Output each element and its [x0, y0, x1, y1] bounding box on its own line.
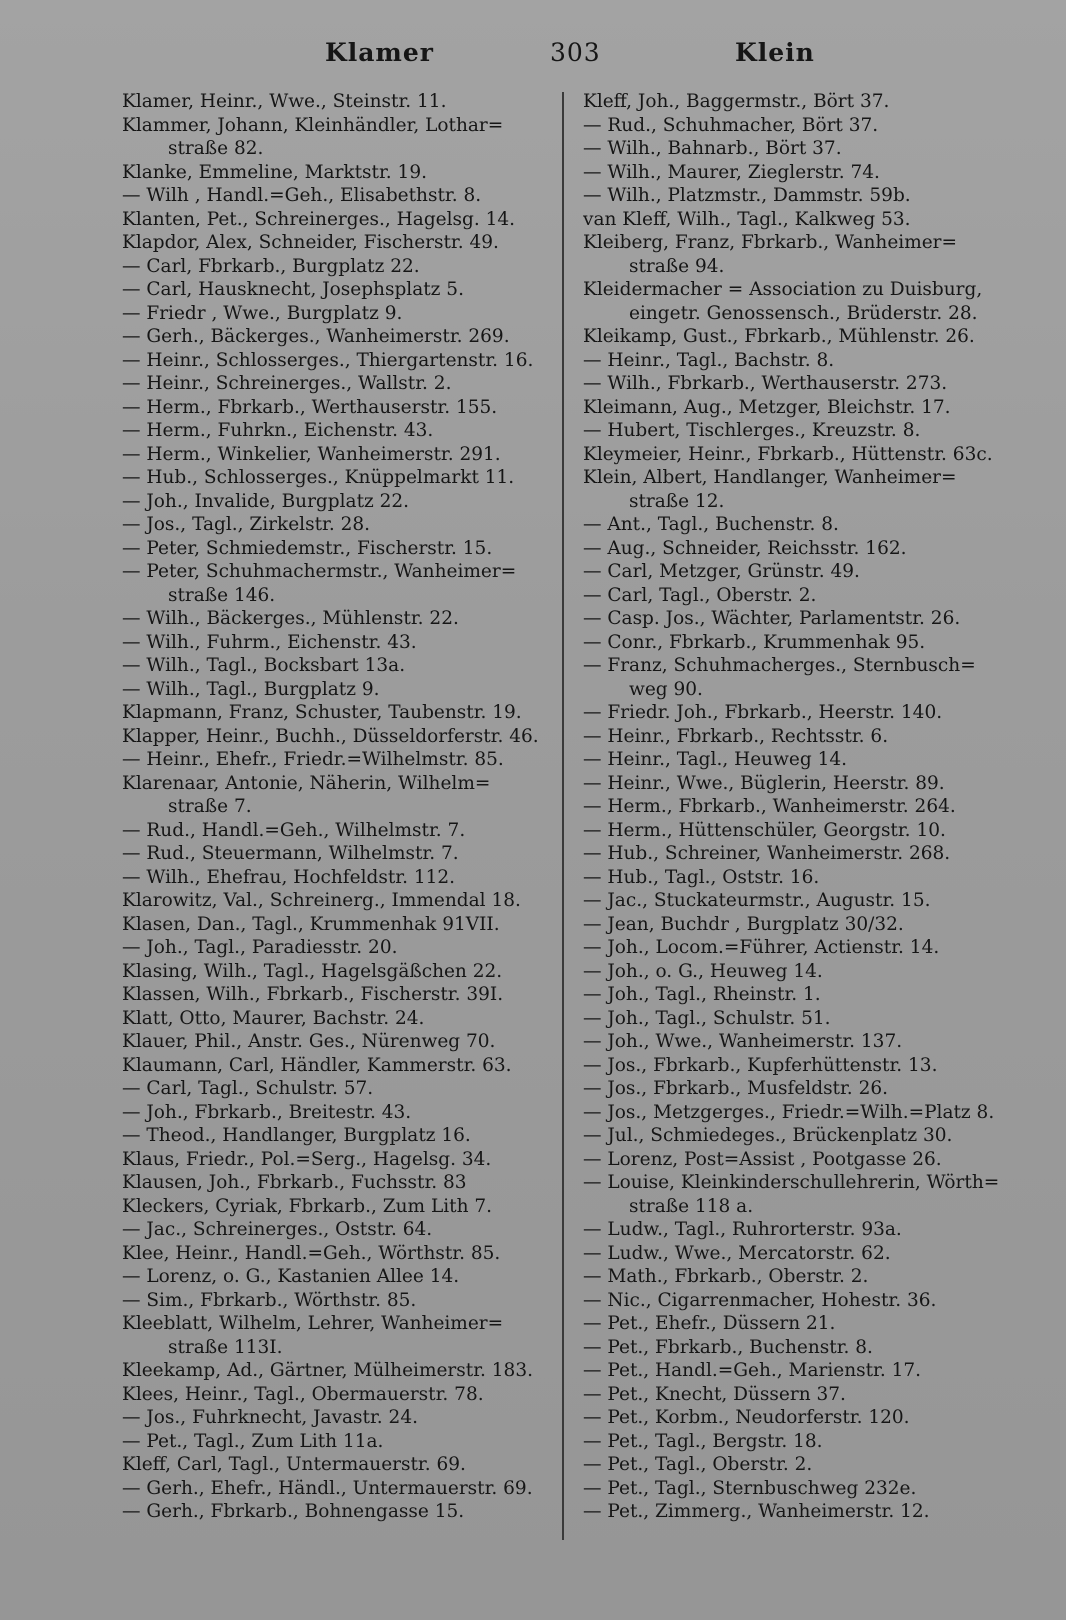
directory-entry: Klaus, Friedr., Pol.=Serg., Hagelsg. 34.	[122, 1148, 492, 1170]
directory-entry: Klein, Albert, Handlanger, Wanheimer=	[583, 467, 957, 488]
directory-entry: — Wilh , Handl.=Geh., Elisabethstr. 8.	[122, 185, 482, 206]
directory-entry: — Joh., Tagl., Rheinstr. 1.	[583, 984, 821, 1005]
directory-entry: — Heinr., Wwe., Büglerin, Heerstr. 89.	[583, 772, 945, 794]
directory-entry: — Pet., Korbm., Neudorferstr. 120.	[583, 1407, 910, 1428]
directory-entry: — Pet., Knecht, Düssern 37.	[583, 1383, 846, 1405]
directory-entry: — Carl, Tagl., Schulstr. 57.	[122, 1078, 374, 1099]
entry-continuation: straße 12.	[629, 490, 725, 512]
directory-entry: — Peter, Schuhmachermstr., Wanheimer=	[122, 561, 517, 582]
entry-continuation: weg 90.	[629, 678, 703, 700]
entry-continuation: straße 113I.	[168, 1336, 283, 1358]
directory-entry: — Pet., Fbrkarb., Buchenstr. 8.	[583, 1336, 873, 1358]
directory-entry: Klarenaar, Antonie, Näherin, Wilhelm=	[122, 772, 491, 794]
directory-entry: — Friedr , Wwe., Burgplatz 9.	[122, 302, 403, 324]
directory-entry: — Franz, Schuhmacherges., Sternbusch=	[583, 655, 976, 676]
directory-entry: Klasing, Wilh., Tagl., Hagelsgäßchen 22.	[122, 960, 503, 982]
directory-entry: — Hub., Tagl., Oststr. 16.	[583, 866, 820, 888]
directory-entry: Klanten, Pet., Schreinerges., Hagelsg. 14.	[122, 208, 516, 230]
directory-entry: Klee, Heinr., Handl.=Geh., Wörthstr. 85.	[122, 1242, 501, 1264]
directory-entry: — Sim., Fbrkarb., Wörthstr. 85.	[122, 1289, 417, 1311]
directory-entry: — Herm., Winkelier, Wanheimerstr. 291.	[122, 443, 501, 465]
header-left-keyword: Klamer	[325, 38, 434, 67]
directory-entry: — Wilh., Fbrkarb., Werthauserstr. 273.	[583, 373, 948, 394]
directory-entry: Klatt, Otto, Maurer, Bachstr. 24.	[122, 1007, 425, 1029]
directory-entry: — Wilh., Fuhrm., Eichenstr. 43.	[122, 631, 417, 653]
directory-entry: — Lorenz, o. G., Kastanien Allee 14.	[122, 1266, 460, 1287]
directory-entry: — Ant., Tagl., Buchenstr. 8.	[583, 514, 839, 535]
directory-entry: Kleekamp, Ad., Gärtner, Mülheimerstr. 183.	[122, 1360, 533, 1381]
directory-entry: — Lorenz, Post=Assist , Pootgasse 26.	[583, 1148, 942, 1170]
directory-entry: — Rud., Schuhmacher, Bört 37.	[583, 114, 879, 136]
directory-entry: — Heinr., Schlosserges., Thiergartenstr. 16.	[122, 349, 534, 371]
directory-entry: — Jean, Buchdr , Burgplatz 30/32.	[583, 913, 904, 935]
directory-entry: — Heinr., Fbrkarb., Rechtsstr. 6.	[583, 725, 889, 747]
directory-entry: — Ludw., Wwe., Mercatorstr. 62.	[583, 1242, 891, 1264]
entry-continuation: straße 7.	[168, 796, 252, 817]
directory-entry: Klauer, Phil., Anstr. Ges., Nürenweg 70.	[122, 1031, 496, 1052]
directory-entry: — Carl, Fbrkarb., Burgplatz 22.	[122, 255, 420, 277]
directory-entry: — Joh., Locom.=Führer, Actienstr. 14.	[583, 937, 940, 958]
directory-entry: — Wilh., Ehefrau, Hochfeldstr. 112.	[122, 866, 456, 888]
directory-entry: van Kleff, Wilh., Tagl., Kalkweg 53.	[583, 208, 911, 230]
directory-entry: Klausen, Joh., Fbrkarb., Fuchsstr. 83	[122, 1172, 467, 1193]
directory-entry: Kleckers, Cyriak, Fbrkarb., Zum Lith 7.	[122, 1195, 493, 1217]
directory-entry: — Wilh., Tagl., Bocksbart 13a.	[122, 655, 406, 676]
directory-entry: — Hub., Schlosserges., Knüppelmarkt 11.	[122, 467, 515, 488]
directory-entry: — Jul., Schmiedeges., Brückenplatz 30.	[583, 1125, 953, 1146]
entry-continuation: straße 82.	[168, 138, 264, 159]
directory-entry: — Heinr., Tagl., Bachstr. 8.	[583, 349, 835, 371]
entry-continuation: straße 118 a.	[629, 1195, 754, 1217]
directory-entry: Klassen, Wilh., Fbrkarb., Fischerstr. 39I.	[122, 984, 504, 1005]
directory-entry: Kleimann, Aug., Metzger, Bleichstr. 17.	[583, 396, 951, 418]
directory-entry: — Louise, Kleinkinderschullehrerin, Wörth=	[583, 1172, 1000, 1193]
directory-entry: — Herm., Fuhrkn., Eichenstr. 43.	[122, 420, 434, 441]
directory-entry: — Jac., Schreinerges., Oststr. 64.	[122, 1219, 433, 1240]
header-right-keyword: Klein	[735, 38, 815, 67]
directory-entry: — Pet., Zimmerg., Wanheimerstr. 12.	[583, 1501, 930, 1522]
directory-entry: Kleidermacher = Association zu Duisburg,	[583, 279, 983, 300]
directory-entry: — Herm., Hüttenschüler, Georgstr. 10.	[583, 819, 946, 841]
column-divider	[562, 92, 564, 1540]
directory-entry: — Theod., Handlanger, Burgplatz 16.	[122, 1125, 471, 1146]
directory-entry: Klapper, Heinr., Buchh., Düsseldorferstr. 46.	[122, 725, 539, 747]
directory-entry: — Joh., Tagl., Schulstr. 51.	[583, 1007, 831, 1029]
directory-entry: — Pet., Tagl., Zum Lith 11a.	[122, 1430, 384, 1452]
directory-entry: Kleff, Carl, Tagl., Untermauerstr. 69.	[122, 1454, 466, 1475]
directory-entry: — Ludw., Tagl., Ruhrorterstr. 93a.	[583, 1219, 902, 1240]
directory-entry: — Carl, Hausknecht, Josephsplatz 5.	[122, 279, 464, 300]
directory-entry: — Joh., Tagl., Paradiesstr. 20.	[122, 937, 398, 958]
directory-entry: — Herm., Fbrkarb., Werthauserstr. 155.	[122, 396, 498, 418]
entry-continuation: eingetr. Genossensch., Brüderstr. 28.	[629, 302, 978, 324]
directory-entry: — Aug., Schneider, Reichsstr. 162.	[583, 537, 907, 559]
directory-entry: Kleiberg, Franz, Fbrkarb., Wanheimer=	[583, 232, 958, 253]
directory-entry: — Heinr., Schreinerges., Wallstr. 2.	[122, 373, 452, 394]
directory-entry: — Pet., Handl.=Geh., Marienstr. 17.	[583, 1360, 922, 1381]
directory-entry: Klaumann, Carl, Händler, Kammerstr. 63.	[122, 1054, 512, 1076]
directory-entry: — Joh., o. G., Heuweg 14.	[583, 960, 823, 982]
directory-entry: — Jos., Fbrkarb., Musfeldstr. 26.	[583, 1078, 888, 1099]
directory-entry: — Jac., Stuckateurmstr., Augustr. 15.	[583, 890, 931, 911]
directory-entry: — Gerh., Bäckerges., Wanheimerstr. 269.	[122, 326, 510, 347]
directory-entry: Klapdor, Alex, Schneider, Fischerstr. 49.	[122, 232, 499, 253]
directory-entry: — Jos., Fuhrknecht, Javastr. 24.	[122, 1407, 418, 1428]
directory-entry: Klarowitz, Val., Schreinerg., Immendal 18.	[122, 890, 521, 911]
directory-entry: — Heinr., Tagl., Heuweg 14.	[583, 749, 848, 770]
directory-entry: — Friedr. Joh., Fbrkarb., Heerstr. 140.	[583, 702, 943, 723]
directory-entry: — Peter, Schmiedemstr., Fischerstr. 15.	[122, 537, 493, 559]
directory-entry: Klapmann, Franz, Schuster, Taubenstr. 19.	[122, 702, 522, 723]
directory-entry: — Heinr., Ehefr., Friedr.=Wilhelmstr. 85.	[122, 749, 504, 770]
directory-entry: — Wilh., Bäckerges., Mühlenstr. 22.	[122, 608, 459, 629]
directory-entry: — Jos., Fbrkarb., Kupferhüttenstr. 13.	[583, 1054, 938, 1076]
directory-entry: — Gerh., Ehefr., Händl., Untermauerstr. 69.	[122, 1477, 533, 1499]
directory-entry: — Pet., Tagl., Oberstr. 2.	[583, 1454, 813, 1475]
directory-entry: Kleymeier, Heinr., Fbrkarb., Hüttenstr. 63c.	[583, 443, 993, 465]
entry-continuation: straße 146.	[168, 584, 276, 606]
directory-entry: — Pet., Tagl., Sternbuschweg 232e.	[583, 1477, 917, 1499]
directory-entry: — Carl, Metzger, Grünstr. 49.	[583, 561, 860, 582]
directory-entry: — Hubert, Tischlerges., Kreuzstr. 8.	[583, 420, 921, 441]
directory-entry: — Math., Fbrkarb., Oberstr. 2.	[583, 1266, 869, 1287]
directory-entry: Klammer, Johann, Kleinhändler, Lothar=	[122, 114, 504, 136]
directory-entry: — Rud., Steuermann, Wilhelmstr. 7.	[122, 843, 459, 864]
directory-entry: Kleff, Joh., Baggermstr., Bört 37.	[583, 91, 890, 112]
directory-entry: — Gerh., Fbrkarb., Bohnengasse 15.	[122, 1501, 465, 1522]
directory-entry: — Hub., Schreiner, Wanheimerstr. 268.	[583, 843, 951, 864]
directory-entry: — Nic., Cigarrenmacher, Hohestr. 36.	[583, 1289, 937, 1311]
directory-entry: Klees, Heinr., Tagl., Obermauerstr. 78.	[122, 1383, 484, 1405]
directory-entry: Klanke, Emmeline, Marktstr. 19.	[122, 161, 427, 183]
entry-continuation: straße 94.	[629, 255, 725, 277]
directory-entry: — Conr., Fbrkarb., Krummenhak 95.	[583, 631, 926, 653]
directory-entry: — Pet., Ehefr., Düssern 21.	[583, 1313, 836, 1334]
left-column	[122, 90, 552, 1524]
directory-entry: Kleeblatt, Wilhelm, Lehrer, Wanheimer=	[122, 1313, 504, 1334]
directory-entry: — Pet., Tagl., Bergstr. 18.	[583, 1430, 823, 1452]
directory-entry: Klamer, Heinr., Wwe., Steinstr. 11.	[122, 91, 447, 112]
directory-entry: — Rud., Handl.=Geh., Wilhelmstr. 7.	[122, 819, 466, 841]
directory-entry: — Joh., Invalide, Burgplatz 22.	[122, 490, 410, 512]
directory-entry: — Wilh., Platzmstr., Dammstr. 59b.	[583, 185, 911, 206]
page-number: 303	[550, 38, 601, 67]
directory-entry: — Joh., Fbrkarb., Breitestr. 43.	[122, 1101, 412, 1123]
directory-entry: — Wilh., Bahnarb., Bört 37.	[583, 138, 842, 159]
directory-entry: — Jos., Tagl., Zirkelstr. 28.	[122, 514, 371, 535]
directory-entry: Kleikamp, Gust., Fbrkarb., Mühlenstr. 26.	[583, 326, 975, 347]
right-column	[583, 90, 1023, 1524]
directory-entry: — Herm., Fbrkarb., Wanheimerstr. 264.	[583, 796, 956, 817]
directory-entry: — Carl, Tagl., Oberstr. 2.	[583, 584, 817, 606]
directory-entry: — Wilh., Tagl., Burgplatz 9.	[122, 678, 380, 700]
directory-entry: Klasen, Dan., Tagl., Krummenhak 91VII.	[122, 913, 500, 935]
directory-entry: — Jos., Metzgerges., Friedr.=Wilh.=Platz 8.	[583, 1101, 995, 1123]
directory-entry: — Wilh., Maurer, Zieglerstr. 74.	[583, 161, 880, 183]
page-header	[120, 38, 996, 72]
directory-entry: — Joh., Wwe., Wanheimerstr. 137.	[583, 1031, 903, 1052]
directory-entry: — Casp. Jos., Wächter, Parlamentstr. 26.	[583, 608, 961, 629]
